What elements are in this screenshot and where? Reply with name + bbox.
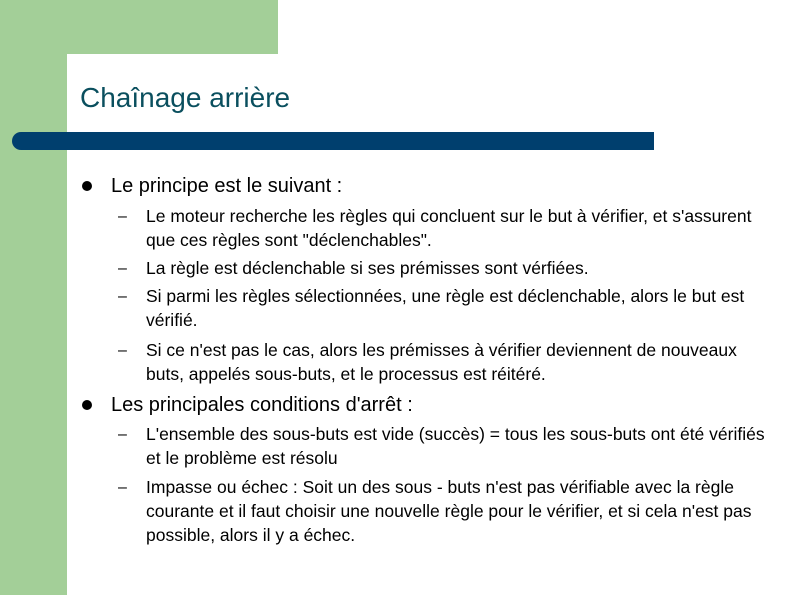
slide-title: Chaînage arrière	[80, 82, 291, 113]
list-item: Si ce n'est pas le cas, alors les prémisses à vérifier deviennent de nouveaux buts, appelés sous-buts, et le processus est réitéré.	[146, 340, 737, 384]
dash-icon: –	[118, 342, 127, 359]
dash-icon: –	[118, 288, 127, 305]
title-underline-bar	[12, 132, 654, 150]
list-item: Si parmi les règles sélectionnées, une règle est déclenchable, alors le but est vérifié.	[146, 286, 745, 330]
bullet-icon	[82, 400, 92, 410]
section-heading-principle: Le principe est le suivant :	[111, 175, 343, 197]
section-heading-stop-conditions: Les principales conditions d'arrêt :	[111, 394, 413, 416]
list-item: Impasse ou échec : Soit un des sous - buts n'est pas vérifiable avec la règle courante et il faut choisir une nouvelle règle pour le vérifier, et si cela n'est pas possible, alors il y a échec.	[146, 477, 752, 545]
bullet-icon	[82, 181, 92, 191]
green-accent-left	[0, 0, 67, 595]
dash-icon: –	[118, 479, 127, 496]
dash-icon: –	[118, 208, 127, 225]
list-item: La règle est déclenchable si ses prémisses sont vérfiées.	[146, 258, 589, 278]
dash-icon: –	[118, 426, 127, 443]
list-item: L'ensemble des sous-buts est vide (succès) = tous les sous-buts ont été vérifiés et le problème est résolu	[146, 424, 765, 468]
dash-icon: –	[118, 260, 127, 277]
list-item: Le moteur recherche les règles qui concluent sur le but à vérifier, et s'assurent que ces règles sont "déclenchables".	[146, 206, 752, 250]
